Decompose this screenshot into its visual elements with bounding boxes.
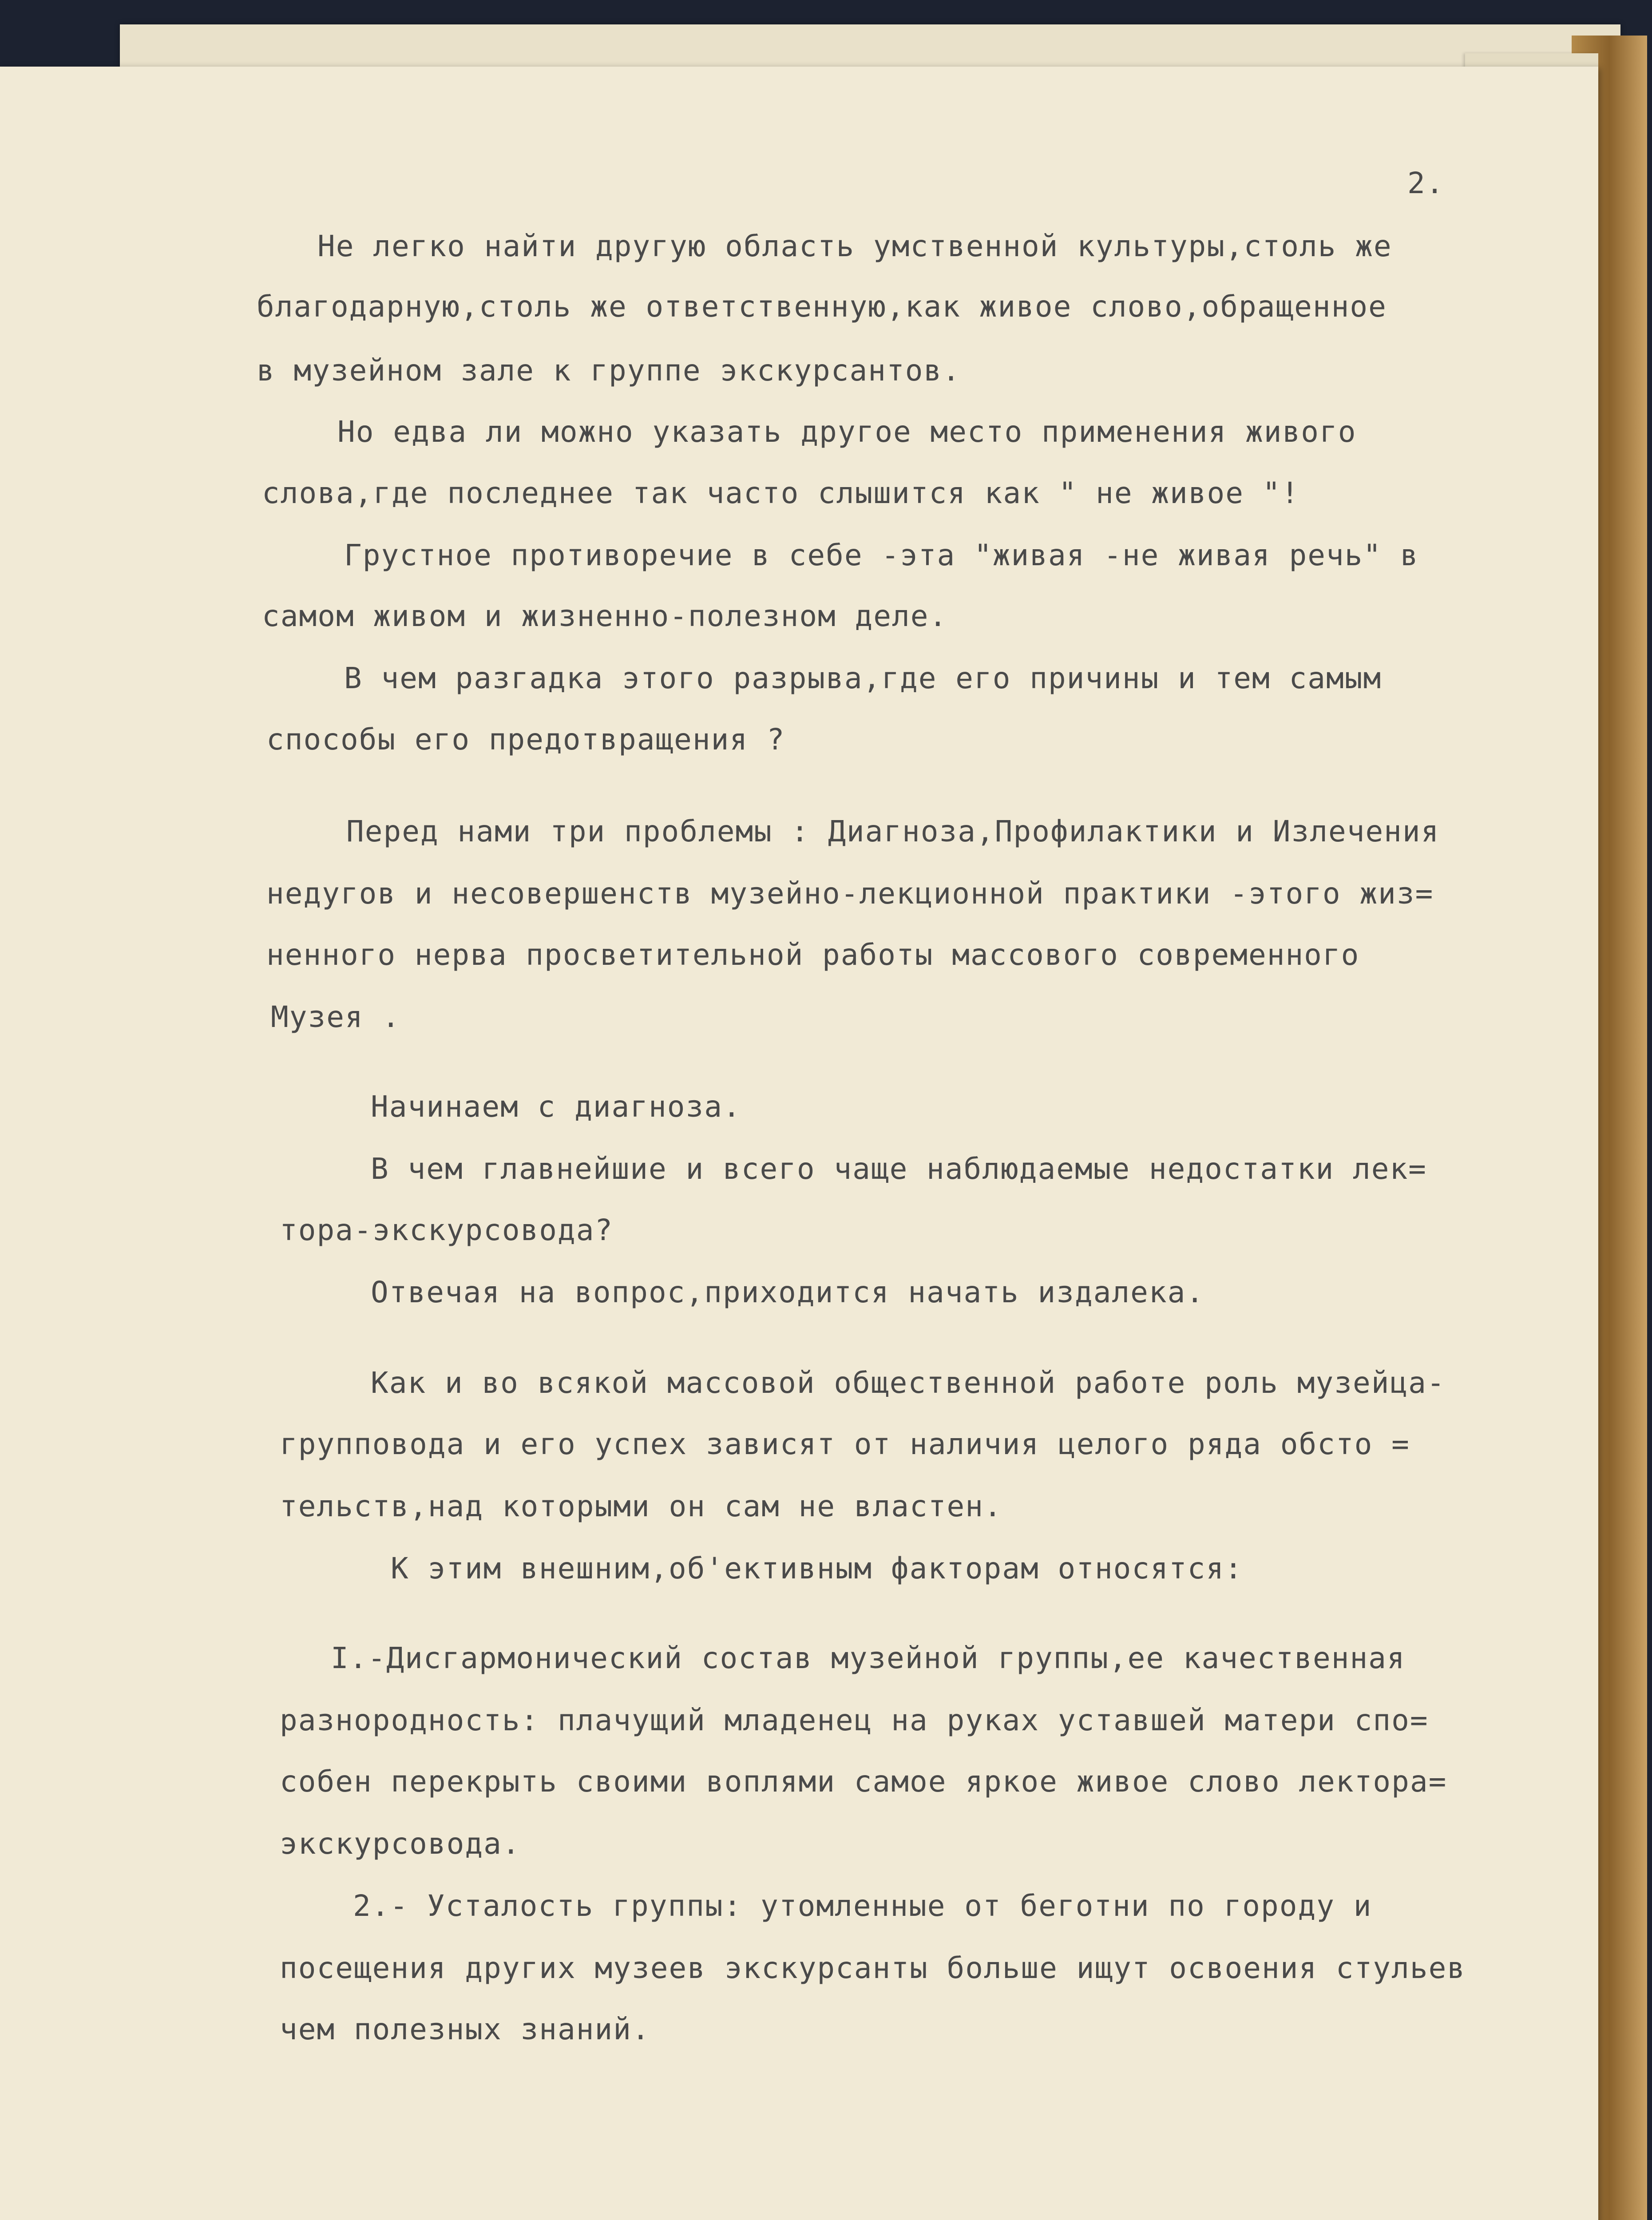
text-line: слова,где последнее так часто слышится как " не живое "!: [262, 476, 1300, 510]
text-line: разнородность: плачущий младенец на руках уставшей матери спо=: [280, 1703, 1429, 1737]
text-line: недугов и несовершенств музейно-лекционной практики -этого жиз=: [266, 876, 1434, 911]
text-line: собен перекрыть своими воплями самое яркое живое слово лектора=: [280, 1764, 1447, 1799]
text-line: Перед нами три проблемы : Диагноза,Профилактики и Излечения: [346, 814, 1440, 848]
text-line: посещения других музеев экскурсанты больше ищут освоения стульев: [280, 1951, 1466, 1985]
text-line: групповода и его успех зависят от наличия целого ряда обсто =: [280, 1427, 1410, 1461]
text-line: благодарную,столь же ответственную,как живое слово,обращенное: [257, 289, 1387, 324]
text-line: Но едва ли можно указать другое место применения живого: [337, 415, 1357, 449]
text-line: в музейном зале к группе экскурсантов.: [257, 353, 961, 388]
text-line: Отвечая на вопрос,приходится начать издалека.: [371, 1275, 1205, 1309]
text-line: экскурсовода.: [280, 1827, 521, 1861]
text-line: 2.- Усталость группы: утомленные от беготни по городу и: [353, 1889, 1372, 1923]
text-line: К этим внешним,об'ективным факторам относятся:: [391, 1551, 1243, 1586]
text-line: тора-экскурсовода?: [280, 1213, 614, 1247]
text-line: В чем главнейшие и всего чаще наблюдаемые недостатки лек=: [371, 1152, 1427, 1186]
text-line: Музея .: [271, 1000, 401, 1034]
text-line: способы его предотвращения ?: [266, 722, 785, 757]
page-number: 2.: [1407, 166, 1445, 200]
text-line: Начинаем с диагноза.: [371, 1090, 741, 1124]
text-line: I.-Дисгармонический состав музейной группы,ее качественная: [331, 1641, 1406, 1675]
text-line: В чем разгадка этого разрыва,где его причины и тем самым: [344, 661, 1382, 695]
text-line: Грустное противоречие в себе -эта "живая -не живая речь" в: [344, 538, 1419, 572]
text-line: ненного нерва просветительной работы массового современного: [266, 938, 1360, 972]
text-line: Как и во всякой массовой общественной работе роль музейца-: [371, 1366, 1446, 1400]
text-line: тельств,над которыми он сам не властен.: [280, 1489, 1002, 1523]
text-line: самом живом и жизненно-полезном деле.: [262, 599, 948, 633]
text-line: Не легко найти другую область умственной культуры,столь же: [317, 229, 1392, 263]
document-page: [0, 67, 1598, 2220]
text-line: чем полезных знаний.: [280, 2012, 650, 2046]
